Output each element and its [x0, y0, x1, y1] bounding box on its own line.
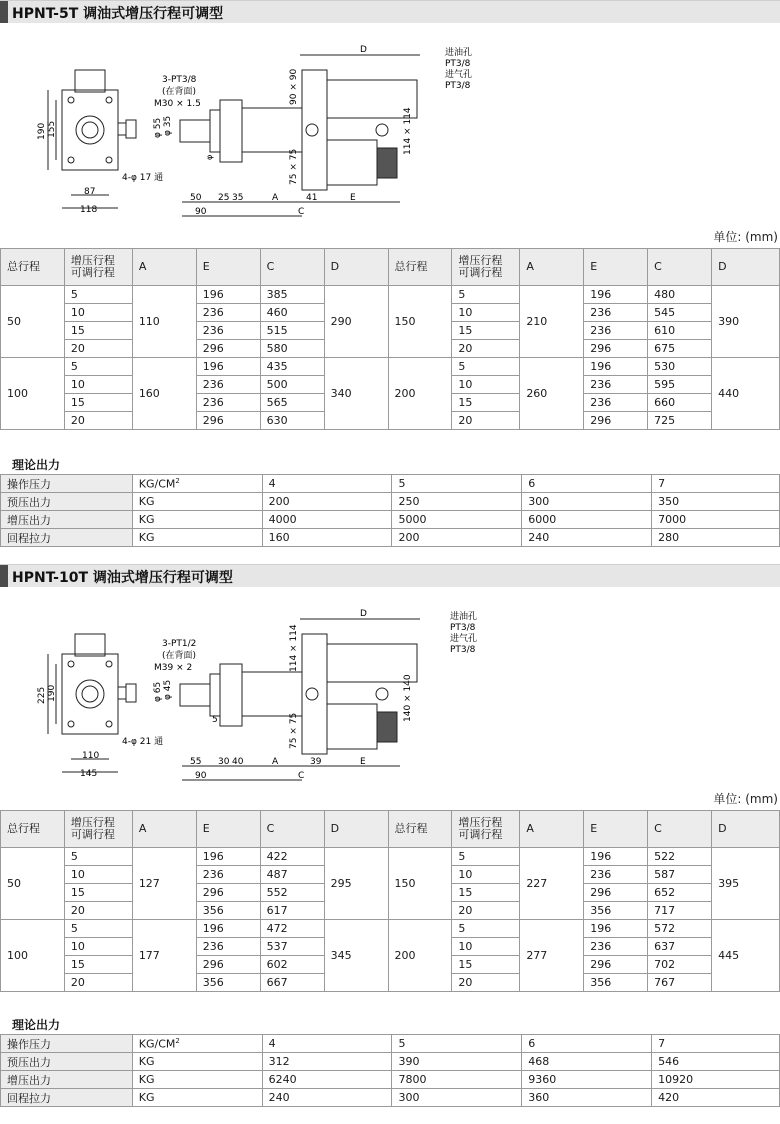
port-label: 3-PT3/8 [162, 75, 197, 85]
force-row [1, 1053, 780, 1071]
dim-label: 110 [82, 751, 100, 761]
table-cell: 196 [584, 848, 648, 866]
table-cell: 15 [64, 322, 132, 340]
col-header: E [196, 249, 260, 286]
table-cell: 652 [648, 884, 712, 902]
dim-label: 30 [218, 757, 230, 767]
table-cell: 236 [584, 376, 648, 394]
table-cell: 290 [324, 286, 388, 358]
table-cell: 10 [452, 376, 520, 394]
table-cell: 296 [196, 340, 260, 358]
table-cell: 10 [452, 866, 520, 884]
table-cell: 20 [452, 974, 520, 992]
table-cell: 296 [584, 884, 648, 902]
table-cell: 767 [648, 974, 712, 992]
table-cell: 356 [196, 902, 260, 920]
table-header-row [1, 249, 780, 286]
units-label: 单位: (mm) [713, 230, 778, 244]
table-cell: 356 [584, 902, 648, 920]
oil-pt-label: PT3/8 [450, 623, 476, 633]
hole-label: 4-φ 21 通 [122, 737, 164, 747]
force-value: 200 [392, 529, 522, 547]
force-label: 预压出力 [1, 493, 133, 511]
table-cell: 227 [520, 848, 584, 920]
dim-label: D [360, 609, 367, 619]
force-row [1, 1035, 780, 1053]
dim-label: 155 [47, 120, 57, 138]
force-value: 280 [652, 529, 780, 547]
table-cell: 50 [1, 848, 65, 920]
dim-label: 140 × 140 [403, 674, 413, 722]
port-note: (在背面) [162, 651, 197, 661]
table-cell: 5 [64, 358, 132, 376]
table-cell: 422 [260, 848, 324, 866]
table-cell: 236 [584, 866, 648, 884]
col-header: A [520, 249, 584, 286]
col-header: A [520, 811, 584, 848]
table-cell: 260 [520, 358, 584, 430]
force-label: 回程拉力 [1, 529, 133, 547]
table-row [1, 286, 780, 304]
force-value: 240 [522, 529, 652, 547]
table-cell: 100 [1, 358, 65, 430]
table-cell: 5 [452, 848, 520, 866]
dim-label: C [298, 771, 305, 781]
force-value: 6 [522, 475, 652, 493]
table-cell: 356 [196, 974, 260, 992]
table-cell: 50 [1, 286, 65, 358]
dim-label: 35 [232, 193, 244, 203]
table-cell: 196 [584, 286, 648, 304]
force-row [1, 475, 780, 493]
table-row [1, 848, 780, 866]
table-cell: 5 [452, 286, 520, 304]
table-cell: 20 [452, 412, 520, 430]
section-hpnt-10t [0, 564, 780, 1124]
force-unit: KG [132, 493, 262, 511]
table-cell: 10 [64, 938, 132, 956]
col-header: A [132, 811, 196, 848]
force-value: 6240 [262, 1071, 392, 1089]
dim-label: 41 [306, 193, 318, 203]
table-cell: 196 [196, 920, 260, 938]
table-cell: 530 [648, 358, 712, 376]
force-value: 6000 [522, 511, 652, 529]
force-label: 操作压力 [1, 1035, 133, 1053]
table-cell: 296 [584, 956, 648, 974]
force-value: 200 [262, 493, 392, 511]
table-cell: 10 [452, 938, 520, 956]
col-header: D [324, 811, 388, 848]
col-header: 总行程 [1, 249, 65, 286]
force-value: 360 [522, 1089, 652, 1107]
table-cell: 522 [648, 848, 712, 866]
col-header: E [584, 811, 648, 848]
force-label: 增压出力 [1, 1071, 133, 1089]
table-cell: 385 [260, 286, 324, 304]
table-cell: 236 [196, 304, 260, 322]
table-cell: 15 [452, 394, 520, 412]
table-cell: 595 [648, 376, 712, 394]
section-hpnt-5t [0, 0, 780, 560]
force-unit: KG [132, 1089, 262, 1107]
table-cell: 277 [520, 920, 584, 992]
table-cell: 717 [648, 902, 712, 920]
table-cell: 100 [1, 920, 65, 992]
col-header: A [132, 249, 196, 286]
oil-in-label: 进油孔 [450, 612, 478, 622]
force-label: 增压出力 [1, 511, 133, 529]
force-unit: KG [132, 511, 262, 529]
dim-label: 39 [310, 757, 322, 767]
force-value: 468 [522, 1053, 652, 1071]
dim-label: E [350, 193, 356, 203]
dim-label: 90 [195, 771, 207, 781]
title-accent [0, 565, 8, 587]
table-cell: 572 [648, 920, 712, 938]
force-value: 420 [652, 1089, 780, 1107]
force-value: 7800 [392, 1071, 522, 1089]
dim-label: φ 65 [153, 681, 163, 702]
force-value: 9360 [522, 1071, 652, 1089]
force-unit: KG [132, 1071, 262, 1089]
table-cell: 5 [64, 286, 132, 304]
port-note: (在背面) [162, 87, 197, 97]
table-cell: 356 [584, 974, 648, 992]
force-unit: KG [132, 1053, 262, 1071]
force-value: 160 [262, 529, 392, 547]
table-cell: 10 [64, 376, 132, 394]
dim-label: A [272, 757, 279, 767]
force-value: 6 [522, 1035, 652, 1053]
dim-label: 90 × 90 [289, 68, 299, 105]
dim-label: 118 [80, 205, 98, 215]
dim-label: 190 [37, 122, 47, 140]
force-value: 5 [392, 1035, 522, 1053]
oil-pt-label: PT3/8 [445, 59, 471, 69]
table-cell: 296 [196, 412, 260, 430]
table-cell: 15 [452, 884, 520, 902]
table-cell: 236 [196, 394, 260, 412]
table-cell: 15 [452, 322, 520, 340]
force-value: 7 [652, 475, 780, 493]
force-value: 300 [392, 1089, 522, 1107]
col-header: 增压行程 可调行程 [452, 811, 520, 848]
air-pt-label: PT3/8 [450, 645, 476, 655]
force-title: 理论出力 [12, 1018, 61, 1032]
dim-label: 87 [84, 187, 96, 197]
table-cell: 20 [64, 340, 132, 358]
table-header-row [1, 811, 780, 848]
table-cell: 345 [324, 920, 388, 992]
table-cell: 5 [64, 920, 132, 938]
port-label: 3-PT1/2 [162, 639, 197, 649]
force-value: 4 [262, 1035, 392, 1053]
table-cell: 390 [712, 286, 780, 358]
col-header: 增压行程 可调行程 [452, 249, 520, 286]
dim-label: 5 [212, 715, 218, 725]
table-cell: 127 [132, 848, 196, 920]
table-cell: 20 [452, 340, 520, 358]
table-cell: 20 [64, 974, 132, 992]
table-cell: 10 [452, 304, 520, 322]
force-value: 546 [652, 1053, 780, 1071]
table-cell: 5 [452, 920, 520, 938]
table-cell: 296 [196, 884, 260, 902]
table-cell: 460 [260, 304, 324, 322]
table-cell: 667 [260, 974, 324, 992]
table-cell: 617 [260, 902, 324, 920]
col-header: E [196, 811, 260, 848]
force-label: 预压出力 [1, 1053, 133, 1071]
table-cell: 196 [196, 358, 260, 376]
table-cell: 552 [260, 884, 324, 902]
col-header: 增压行程 可调行程 [64, 811, 132, 848]
thread-label: M30 × 1.5 [154, 99, 201, 109]
force-value: 4 [262, 475, 392, 493]
section-title-bar [0, 0, 780, 23]
title-accent [0, 1, 8, 23]
table-cell: 395 [712, 848, 780, 920]
table-cell: 196 [584, 358, 648, 376]
table-cell: 296 [584, 412, 648, 430]
table-cell: 15 [64, 884, 132, 902]
hole-label: 4-φ 17 通 [122, 173, 164, 183]
table-cell: 500 [260, 376, 324, 394]
table-cell: 537 [260, 938, 324, 956]
force-value: 300 [522, 493, 652, 511]
table-cell: 150 [388, 286, 452, 358]
col-header: C [648, 249, 712, 286]
force-label: 操作压力 [1, 475, 133, 493]
table-cell: 515 [260, 322, 324, 340]
table-cell: 602 [260, 956, 324, 974]
table-cell: 340 [324, 358, 388, 430]
dim-label: 25 [218, 193, 230, 203]
table-cell: 236 [584, 394, 648, 412]
dim-label: 90 [195, 207, 207, 217]
table-cell: 5 [452, 358, 520, 376]
col-header: 总行程 [388, 249, 452, 286]
force-unit: $KG/CM^2$ [132, 1035, 262, 1053]
table-cell: 200 [388, 920, 452, 992]
force-row [1, 1071, 780, 1089]
table-cell: 200 [388, 358, 452, 430]
dim-label: φ [205, 154, 214, 160]
table-cell: 196 [196, 848, 260, 866]
section-title: HPNT-5T 调油式增压行程可调型 [12, 6, 224, 22]
dim-label: 50 [190, 193, 202, 203]
force-value: 5 [392, 475, 522, 493]
table-cell: 236 [584, 322, 648, 340]
table-cell: 236 [584, 938, 648, 956]
table-cell: 236 [196, 866, 260, 884]
force-table [0, 1034, 780, 1107]
table-cell: 610 [648, 322, 712, 340]
table-cell: 637 [648, 938, 712, 956]
dim-label: C [298, 207, 305, 217]
table-row [1, 358, 780, 376]
force-value: 250 [392, 493, 522, 511]
force-value: 4000 [262, 511, 392, 529]
dim-label: 114 × 114 [403, 107, 413, 155]
dim-label: 145 [80, 769, 98, 779]
table-cell: 15 [452, 956, 520, 974]
table-cell: 565 [260, 394, 324, 412]
table-cell: 587 [648, 866, 712, 884]
force-row [1, 1089, 780, 1107]
table-cell: 445 [712, 920, 780, 992]
table-cell: 15 [64, 394, 132, 412]
col-header: 总行程 [1, 811, 65, 848]
air-in-label: 进气孔 [450, 634, 478, 644]
force-value: 7 [652, 1035, 780, 1053]
table-cell: 725 [648, 412, 712, 430]
col-header: D [324, 249, 388, 286]
force-title: 理论出力 [12, 458, 61, 472]
force-value: 10920 [652, 1071, 780, 1089]
dim-label: A [272, 193, 279, 203]
table-cell: 487 [260, 866, 324, 884]
table-cell: 20 [64, 412, 132, 430]
force-row [1, 493, 780, 511]
table-row [1, 920, 780, 938]
dimension-table [0, 810, 780, 992]
table-cell: 10 [64, 304, 132, 322]
table-cell: 480 [648, 286, 712, 304]
force-value: 5000 [392, 511, 522, 529]
table-cell: 435 [260, 358, 324, 376]
col-header: E [584, 249, 648, 286]
air-pt-label: PT3/8 [445, 81, 471, 91]
units-label: 单位: (mm) [713, 792, 778, 806]
table-cell: 702 [648, 956, 712, 974]
force-value: 312 [262, 1053, 392, 1071]
dim-label: E [360, 757, 366, 767]
force-row [1, 511, 780, 529]
dim-label: D [360, 45, 367, 55]
table-cell: 296 [196, 956, 260, 974]
table-cell: 210 [520, 286, 584, 358]
table-cell: 472 [260, 920, 324, 938]
table-cell: 660 [648, 394, 712, 412]
table-cell: 580 [260, 340, 324, 358]
technical-drawing [0, 30, 780, 230]
col-header: D [712, 811, 780, 848]
dim-label: 55 [190, 757, 202, 767]
table-cell: 15 [64, 956, 132, 974]
force-unit: KG [132, 529, 262, 547]
table-cell: 196 [584, 920, 648, 938]
front-view-flange [62, 90, 118, 170]
force-value: 390 [392, 1053, 522, 1071]
col-header: 总行程 [388, 811, 452, 848]
dim-label: φ 35 [163, 115, 173, 136]
force-table [0, 474, 780, 547]
air-in-label: 进气孔 [445, 70, 473, 80]
section-title-bar [0, 564, 780, 587]
col-header: 增压行程 可调行程 [64, 249, 132, 286]
table-cell: 150 [388, 848, 452, 920]
dim-label: 75 × 75 [289, 712, 299, 749]
oil-in-label: 进油孔 [445, 48, 473, 58]
table-cell: 110 [132, 286, 196, 358]
table-cell: 236 [196, 376, 260, 394]
table-cell: 296 [584, 340, 648, 358]
force-value: 350 [652, 493, 780, 511]
force-row [1, 529, 780, 547]
force-label: 回程拉力 [1, 1089, 133, 1107]
col-header: C [260, 249, 324, 286]
table-cell: 295 [324, 848, 388, 920]
table-cell: 236 [196, 322, 260, 340]
table-cell: 20 [452, 902, 520, 920]
dim-label: 190 [47, 684, 57, 702]
force-value: 240 [262, 1089, 392, 1107]
table-cell: 236 [196, 938, 260, 956]
col-header: C [260, 811, 324, 848]
table-cell: 545 [648, 304, 712, 322]
force-value: 7000 [652, 511, 780, 529]
table-cell: 675 [648, 340, 712, 358]
table-cell: 177 [132, 920, 196, 992]
col-header: D [712, 249, 780, 286]
table-cell: 160 [132, 358, 196, 430]
table-cell: 5 [64, 848, 132, 866]
table-cell: 20 [64, 902, 132, 920]
col-header: C [648, 811, 712, 848]
table-cell: 196 [196, 286, 260, 304]
force-unit: $KG/CM^2$ [132, 475, 262, 493]
technical-drawing [0, 594, 780, 794]
table-cell: 236 [584, 304, 648, 322]
table-cell: 10 [64, 866, 132, 884]
section-title: HPNT-10T 调油式增压行程可调型 [12, 570, 233, 586]
dimension-table [0, 248, 780, 430]
dim-label: 225 [37, 686, 47, 704]
dim-label: 75 × 75 [289, 148, 299, 185]
dim-label: 114 × 114 [289, 624, 299, 672]
table-cell: 630 [260, 412, 324, 430]
dim-label: φ 45 [163, 679, 173, 700]
table-cell: 440 [712, 358, 780, 430]
dim-label: 40 [232, 757, 244, 767]
dim-label: φ 55 [153, 117, 163, 138]
thread-label: M39 × 2 [154, 663, 193, 673]
